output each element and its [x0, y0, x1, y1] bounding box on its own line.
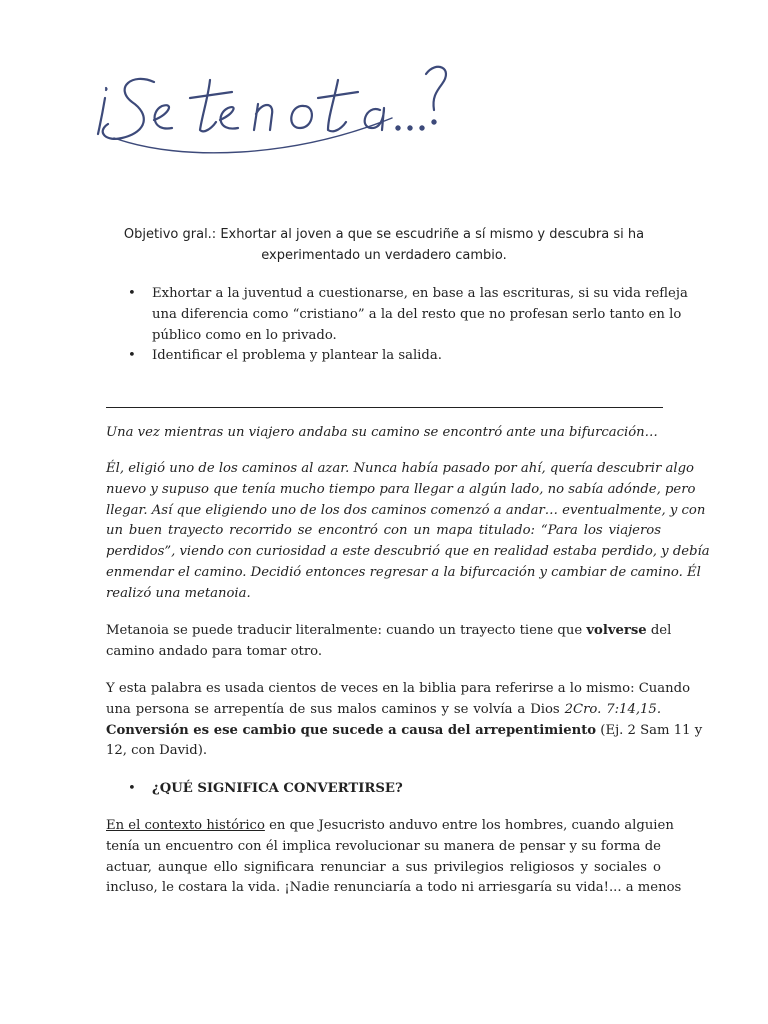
- story-intro: [106, 423, 661, 444]
- palabra-text: una persona se arrepentía de sus malos caminos y se volvía a Dios: [106, 701, 565, 717]
- list-item: [106, 779, 662, 800]
- story-line-6: enmendar el camino. Decidió entonces regresar a la bifurcación y cambiar de camino. Él: [106, 564, 701, 580]
- objective-line-2: experimentado un verdadero cambio.: [261, 248, 507, 263]
- bullet-1-line-1: Exhortar a la juventud a cuestionarse, en base a las escrituras, si su vida refleja: [152, 286, 688, 301]
- objective: [120, 224, 648, 266]
- list-item: [106, 284, 688, 346]
- story-intro-line: Una vez mientras un viajero andaba su camino se encontró ante una bifurcación…: [106, 425, 658, 440]
- palabra-line-2: [106, 700, 661, 721]
- story-line-5: perdidos”, viendo con curiosidad a este descubrió que en realidad estaba perdido, y debía: [106, 544, 710, 560]
- metanoia-line-2: camino andado para tomar otro.: [106, 643, 323, 659]
- contexto-line-1: [106, 816, 674, 837]
- logo-script-drawing: [92, 58, 452, 158]
- section-heading: ¿QUÉ SIGNIFICA CONVERTIRSE?: [152, 781, 403, 796]
- story-line-4: un buen trayecto recorrido se encontró con un mapa titulado: “Para los viajeros: [106, 523, 661, 539]
- metanoia-bold: volverse: [586, 623, 647, 638]
- story-line-7: realizó una metanoia.: [106, 585, 251, 601]
- story-line-2: nuevo y supuso que tenía mucho tiempo para llegar a algún lado, no sabía adónde, pero: [106, 481, 696, 497]
- list-item: [106, 346, 662, 367]
- contexto-paragraph: [106, 816, 682, 899]
- palabra-reference: 2Cro. 7:14,15.: [564, 701, 662, 717]
- objective-line-1: Objetivo gral.: Exhortar al joven a que se escudriñe a sí mismo y descubra si ha: [123, 227, 645, 242]
- objective-bullets: [106, 284, 688, 367]
- palabra-bold: Conversión es ese cambio que sucede a causa del arrepentimiento: [106, 722, 597, 738]
- palabra-example: (Ej. 2 Sam 11 y: [596, 722, 703, 738]
- contexto-underlined: En el contexto histórico: [106, 818, 265, 833]
- bullet-1-line-2: una diferencia como “cristiano” a la del resto que no profesan serlo tanto en lo: [152, 306, 682, 322]
- story-paragraph: [106, 459, 710, 605]
- contexto-line-1-text: en que Jesucristo anduvo entre los hombres, cuando alguien: [264, 818, 674, 833]
- palabra-line-1: Y esta palabra es usada cientos de veces en la biblia para referirse a lo mismo: Cuando: [106, 681, 691, 696]
- metanoia-paragraph: [106, 621, 672, 663]
- divider: [106, 407, 663, 408]
- bullet-icon: •: [128, 286, 136, 301]
- story-line-1: Él, eligió uno de los caminos al azar. Nunca había pasado por ahí, quería descubrir algo: [106, 461, 694, 476]
- bullet-1-line-3: público como en lo privado.: [152, 327, 337, 343]
- metanoia-line-1: [106, 621, 672, 642]
- bullet-icon: •: [128, 348, 136, 364]
- palabra-paragraph: [106, 679, 703, 762]
- bullet-icon: •: [128, 781, 136, 796]
- metanoia-text-a: Metanoia se puede traducir literalmente: cuando un trayecto tiene que: [106, 623, 587, 638]
- metanoia-text-c: del: [646, 623, 672, 638]
- contexto-line-3: actuar, aunque ello significara renunciar a sus privilegios religiosos y sociales o: [106, 859, 661, 875]
- contexto-line-2: tenía un encuentro con él implica revolucionar su manera de pensar y su forma de: [106, 838, 661, 854]
- section-heading-list: [106, 779, 662, 800]
- logo: [92, 58, 452, 158]
- palabra-line-4: 12, con David).: [106, 743, 208, 759]
- contexto-line-4: incluso, le costara la vida. ¡Nadie renunciaría a todo ni arriesgaría su vida!... a menos: [106, 880, 682, 896]
- story-line-3: llegar. Así que eligiendo uno de los dos caminos comenzó a andar… eventualmente, y con: [106, 502, 706, 518]
- palabra-line-3: [106, 721, 703, 742]
- bullet-2-line-1: Identificar el problema y plantear la salida.: [152, 348, 442, 364]
